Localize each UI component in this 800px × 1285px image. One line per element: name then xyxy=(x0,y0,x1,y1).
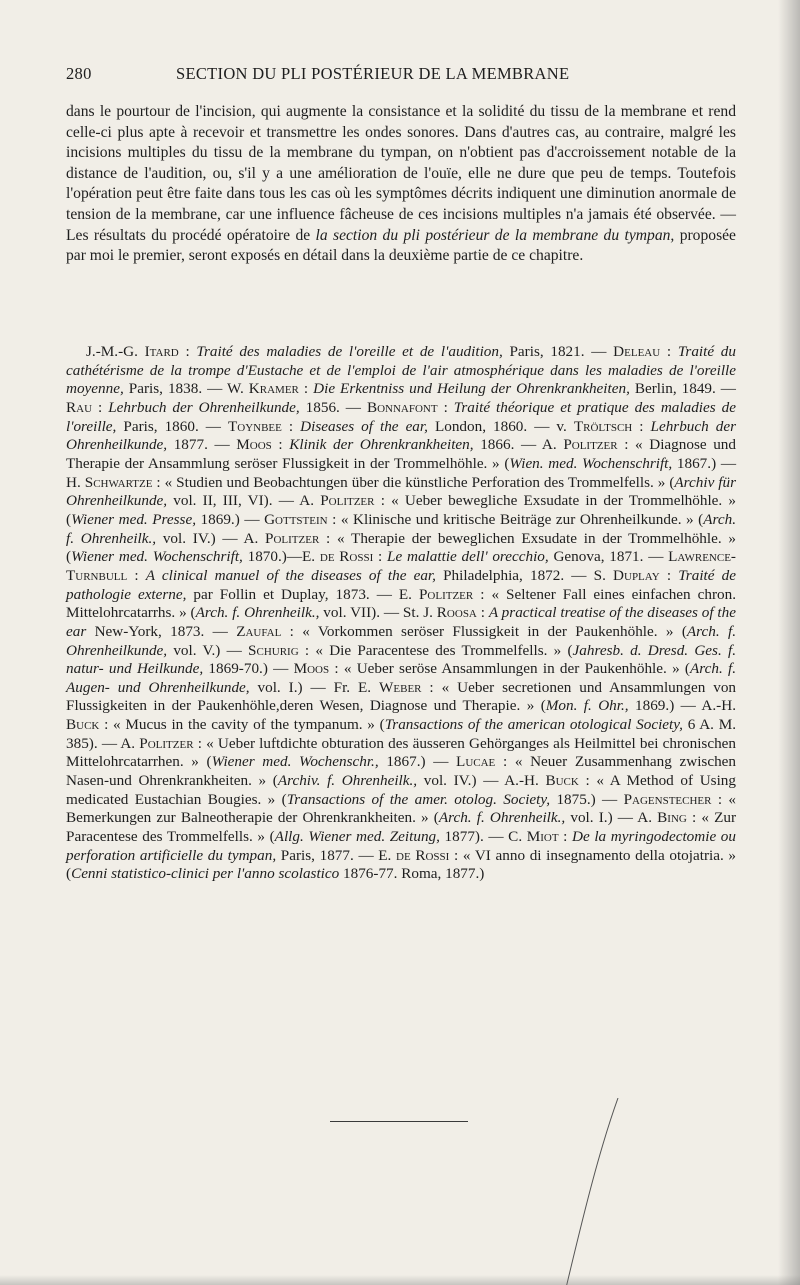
author-name: Lawrence-Turnbull xyxy=(66,548,736,584)
citation-text: : « Bemerkungen zur Balneotherapie der Ohrenkrankheiten. » ( xyxy=(66,790,737,827)
citation-text: 1875.) — xyxy=(550,790,624,808)
citation-text: Paris, 1821. — xyxy=(502,343,614,360)
citation-text: 1856. — xyxy=(299,398,367,416)
author-name: Toynbee xyxy=(227,417,282,435)
author-name: Schurig xyxy=(248,641,299,659)
citation-text: Philadelphia, 1872. — S. xyxy=(435,566,614,584)
citation-title: De la myringodectomie ou perforation artificielle du tympan, xyxy=(66,828,736,864)
author-name: Kramer xyxy=(248,380,299,398)
page-header xyxy=(66,64,734,90)
citation-title: Klinik der Ohrenkrankheiten, xyxy=(289,436,474,454)
citation-text: : « Ueber seröse Ansammlungen in der Paukenhöhle. » ( xyxy=(329,660,690,678)
citation-text: : « VI anno di insegnamento della otojatria. » ( xyxy=(66,846,737,883)
citation-title: Traité du cathétérisme de la trompe d'Eustache et de l'emploi de l'air atmosphérique dans les maladies de l'oreille moyenne, xyxy=(66,343,736,398)
author-name: Moos xyxy=(236,436,272,454)
citation-title: Cenni statistico-clinici per l'anno scolastico xyxy=(71,865,340,883)
citation-title: Lehrbuch der Ohrenheilkunde, xyxy=(108,398,300,416)
author-name: de Rossi xyxy=(319,548,374,566)
author-name: Weber xyxy=(379,678,422,696)
author-name: Schwartze xyxy=(84,473,153,491)
citation-text: : « Ueber luftdichte obturation des äusseren Gehörganges als Heilmittel bei chronischen Mittelohrcatarrhen. » ( xyxy=(66,734,736,771)
page-edge-shadow xyxy=(0,1275,800,1285)
citation-title: A clinical manuel of the diseases of the ear, xyxy=(145,566,436,584)
author-name: Politzer xyxy=(265,529,320,547)
citation-text: vol. II, III, VI). — A. xyxy=(167,492,321,510)
citation-text: London, 1860. — v. xyxy=(427,417,574,435)
author-name: Miot xyxy=(526,828,559,846)
citation-text: : xyxy=(558,828,573,846)
citation-text: vol. I.) — A. xyxy=(565,809,658,827)
citation-text: 1870.)—E. xyxy=(242,548,320,566)
citation-text: vol. I.) — Fr. E. xyxy=(249,678,380,696)
citation-title: Archiv für Ohrenheilkunde, xyxy=(66,473,737,510)
author-name: Rau xyxy=(66,398,93,416)
author-name: Bing xyxy=(657,809,687,827)
paragraph-text: dans le pourtour de l'incision, qui augmente la consistance et la solidité du tissu de la membrane et rend celle-ci plus apte à recevoir et transmettre les ondes sonores. Dans d'autres cas, au contraire, malgré les incisions multiples du tissu de la membrane du tympan, on n'obtient pas d'accroissement notable de la distance de l'audition, ou, s'il y a une amélioration de l'ouïe, elle ne dure que peu de temps. Toutefois l'opération peut être faite dans tous les cas où les symptômes décrits indiquent une diminution anormale de tension de la membrane, car une influence fâcheuse de ces incisions multiples n'a jamais été observée. — Les résultats du procédé opératoire de xyxy=(66,103,736,244)
citation-text: : « Diagnose und Therapie der Ansammlung seröser Flussigkeit in der Trommelhöhle. » ( xyxy=(66,436,736,472)
running-title: SECTION DU PLI POSTÉRIEUR DE LA MEMBRANE xyxy=(176,64,570,83)
citation-text: : xyxy=(92,398,109,416)
citation-text: : xyxy=(298,380,314,398)
pencil-mark xyxy=(560,1098,620,1285)
citation-title: A practical treatise of the diseases of the ear xyxy=(66,604,736,640)
citation-text: 1876-77. Roma, 1877.) xyxy=(339,865,485,883)
citation-text: Paris, 1877. — E. xyxy=(276,846,397,864)
citation-text: vol. V.) — xyxy=(167,641,249,659)
citation-title: Wien. med. Wochenschrift, xyxy=(509,454,673,472)
page-edge-shadow xyxy=(778,0,800,1285)
author-name: Tröltsch xyxy=(573,417,633,435)
citation-text: : « Studien und Beobachtungen über die künstliche Perforation des Trommelfells. » ( xyxy=(152,473,675,491)
citation-text: : xyxy=(373,548,388,566)
citation-text: 6 A. M. 385). — A. xyxy=(66,716,736,752)
citation-text: Berlin, 1849. — xyxy=(629,380,736,398)
author-name: Pagenstecher xyxy=(623,790,712,808)
author-name: Duplay xyxy=(613,566,660,584)
citation-text: 1877). — C. xyxy=(439,828,527,846)
citation-text: : « A Method of Using medicated Eustachian Bougies. » ( xyxy=(66,772,736,808)
separator-rule xyxy=(330,1121,468,1122)
author-name: Buck xyxy=(545,772,579,790)
citation-text: : xyxy=(476,604,489,622)
citation-title: Arch. f. Ohrenheilk., xyxy=(195,604,320,622)
citation-title: Arch. f. Ohrenheilk., xyxy=(66,510,737,547)
citation-text: : « Mucus in the cavity of the tympanum. » ( xyxy=(99,716,385,734)
author-name: Politzer xyxy=(139,734,194,752)
citation-title: Traité des maladies de l'oreille et de l'audition, xyxy=(196,343,503,360)
citation-text: : « Klinische und kritische Beiträge zur Ohrenheilkunde. » ( xyxy=(327,510,704,528)
citation-title: Allg. Wiener med. Zeitung, xyxy=(274,828,440,846)
citation-text: Paris, 1838. — W. xyxy=(123,380,249,398)
citation-text: 1866. — A. xyxy=(473,436,564,454)
citation-title: Mon. f. Ohr., xyxy=(545,697,629,715)
citation-text: : « Ueber secretionen und Ansammlungen von Flussigkeiten in der Paukenhöhle,deren Wesen, Diagnose und Therapie. » ( xyxy=(66,678,737,715)
citation-text: : « Neuer Zusammenhang zwischen Nasen-und Ohrenkrankheiten. » ( xyxy=(66,753,736,790)
citation-text: vol. IV.) — A. xyxy=(156,529,266,547)
author-name: Bonnafont xyxy=(366,398,438,416)
citation-title: Wiener med. Presse, xyxy=(71,510,196,528)
citation-text: : « Seltener Fall eines einfachen chron. Mittelohrcatarrhs. » ( xyxy=(66,585,736,622)
citation-title: Die Erkentniss und Heilung der Ohrenkrankheiten, xyxy=(313,380,630,398)
author-name: Roosa xyxy=(436,604,477,622)
citation-title: Transactions of the american otological Society, xyxy=(384,716,683,734)
citation-text: 1869-70.) — xyxy=(203,660,294,678)
citation-text: : xyxy=(632,417,651,435)
citation-text: : xyxy=(437,398,454,416)
author-name: Moos xyxy=(293,660,330,678)
citation-text: J.-M.-G. xyxy=(86,343,145,360)
citation-text: 1877. — xyxy=(167,436,237,454)
citation-title: Transactions of the amer. otolog. Society, xyxy=(286,790,551,808)
citation-text: : « Die Paracentese des Trommelfells. » ( xyxy=(298,641,573,659)
citation-text: : xyxy=(660,343,678,360)
citation-title: Lehrbuch der Ohrenheilkunde, xyxy=(66,417,736,454)
citation-title: Arch. f. Augen- und Ohrenheilkunde, xyxy=(66,660,737,696)
author-name: Itard xyxy=(144,343,179,360)
citation-text: vol. VII). — St. J. xyxy=(319,604,437,622)
citation-title: Archiv. f. Ohrenheilk., xyxy=(277,772,418,790)
citation-text: : xyxy=(281,417,301,435)
citation-title: Traité théorique et pratique des maladies de l'oreille, xyxy=(66,398,736,435)
author-name: Zaufal xyxy=(236,622,282,640)
citation-text: : « Ueber bewegliche Exsudate in der Trommelhöhle. » ( xyxy=(66,492,736,528)
author-name: Lucae xyxy=(456,753,496,771)
citation-title: Arch. f. Ohrenheilkunde, xyxy=(66,622,736,659)
citation-title: Traité de pathologie externe, xyxy=(66,566,736,603)
citation-text: : xyxy=(127,566,146,584)
author-name: de Rossi xyxy=(396,846,450,864)
body-text xyxy=(66,102,736,267)
citation-text: : xyxy=(659,566,679,584)
citation-text: par Follin et Duplay, 1873. — E. xyxy=(186,585,419,603)
paragraph-italic: la section du pli postérieur de la membrane du tympan, xyxy=(315,226,675,244)
author-name: Politzer xyxy=(320,492,375,510)
citation-text: Paris, 1860. — xyxy=(116,417,228,435)
author-name: Politzer xyxy=(563,436,618,454)
citation-text: 1867.) — H. xyxy=(66,454,737,491)
author-name: Buck xyxy=(66,716,100,734)
citation-text: New-York, 1873. — xyxy=(86,622,237,640)
citation-title: Wiener med. Wochenschrift, xyxy=(71,548,243,566)
citation-text: : « Zur Paracentese des Trommelfells. » ( xyxy=(66,809,736,846)
citation-text: 1867.) — xyxy=(378,753,457,771)
bibliography xyxy=(66,343,736,884)
citation-text: Genova, 1871. — xyxy=(548,548,669,566)
citation-title: Wiener med. Wochenschr., xyxy=(211,753,379,771)
citation-text: : xyxy=(178,343,197,360)
citation-text: 1869.) — xyxy=(196,510,265,528)
paragraph-text: proposée par moi le premier, seront exposés en détail dans la deuxième partie de ce chapitre. xyxy=(66,226,736,265)
citation-text: : « Vorkommen seröser Flussigkeit in der Paukenhöhle. » ( xyxy=(281,622,687,640)
paragraph xyxy=(66,102,736,267)
citation-title: Diseases of the ear, xyxy=(300,417,428,435)
citation-text: vol. IV.) — A.-H. xyxy=(417,772,546,790)
citation-title: Arch. f. Ohrenheilk., xyxy=(438,809,566,827)
author-name: Gottstein xyxy=(264,510,328,528)
citation-text: : « Therapie der beweglichen Exsudate in der Trommelhöhle. » ( xyxy=(66,529,736,566)
page-number: 280 xyxy=(66,64,92,83)
author-name: Politzer xyxy=(418,585,474,603)
author-name: Deleau xyxy=(613,343,661,360)
citation-text: : xyxy=(271,436,290,454)
citation-title: Jahresb. d. Dresd. Ges. f. natur- und Heilkunde, xyxy=(66,641,737,678)
citation-text: 1869.) — A.-H. xyxy=(628,697,736,715)
citation-title: Le malattie dell' orecchio, xyxy=(387,548,549,566)
